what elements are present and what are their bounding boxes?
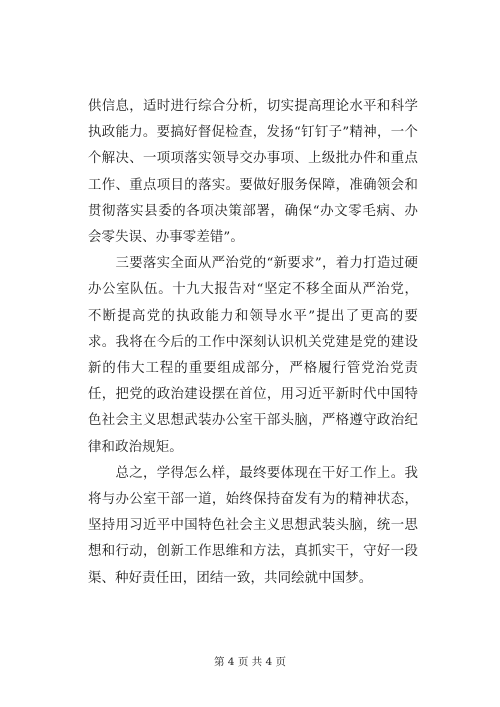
paragraph-service-info: 供信息，适时进行综合分析，切实提高理论水平和科学执政能力。要搞好督促检查，发扬“钉钉子”精神，一个个解决、一项项落实领导交办事项、上级批办件和重点工作、重点项目的落实。要做好服务保障，准确领会和贯彻落实县委的各项决策部署，确保“办文零毛病、办会零失误、办事零差错”。: [88, 99, 418, 246]
body-text: [88, 94, 418, 592]
paragraph-conclusion: 总之，学得怎么样，最终要体现在干好工作上。我将与办公室干部一道，始终保持奋发有为的精神状态，坚持用习近平中国特色社会主义思想武装头脑，统一思想和行动，创新工作思维和方法，真抓实干，守好一段渠、种好责任田，团结一致，共同绘就中国梦。: [88, 465, 418, 586]
page-footer: 第 4 页 共 4 页: [213, 656, 287, 668]
paragraph-party-discipline: 三要落实全面从严治党的“新要求”，着力打造过硬办公室队伍。十九大报告对“坚定不移全面从严治党，不断提高党的执政能力和领导水平”提出了更高的要求。我将在今后的工作中深刻认识机关党建是党的建设新的伟大工程的重要组成部分，严格履行管党治党责任，把党的政治建设摆在首位，用习近平新时代中国特色社会主义思想武装办公室干部头脑，严格遵守政治纪律和政治规矩。: [88, 256, 418, 455]
